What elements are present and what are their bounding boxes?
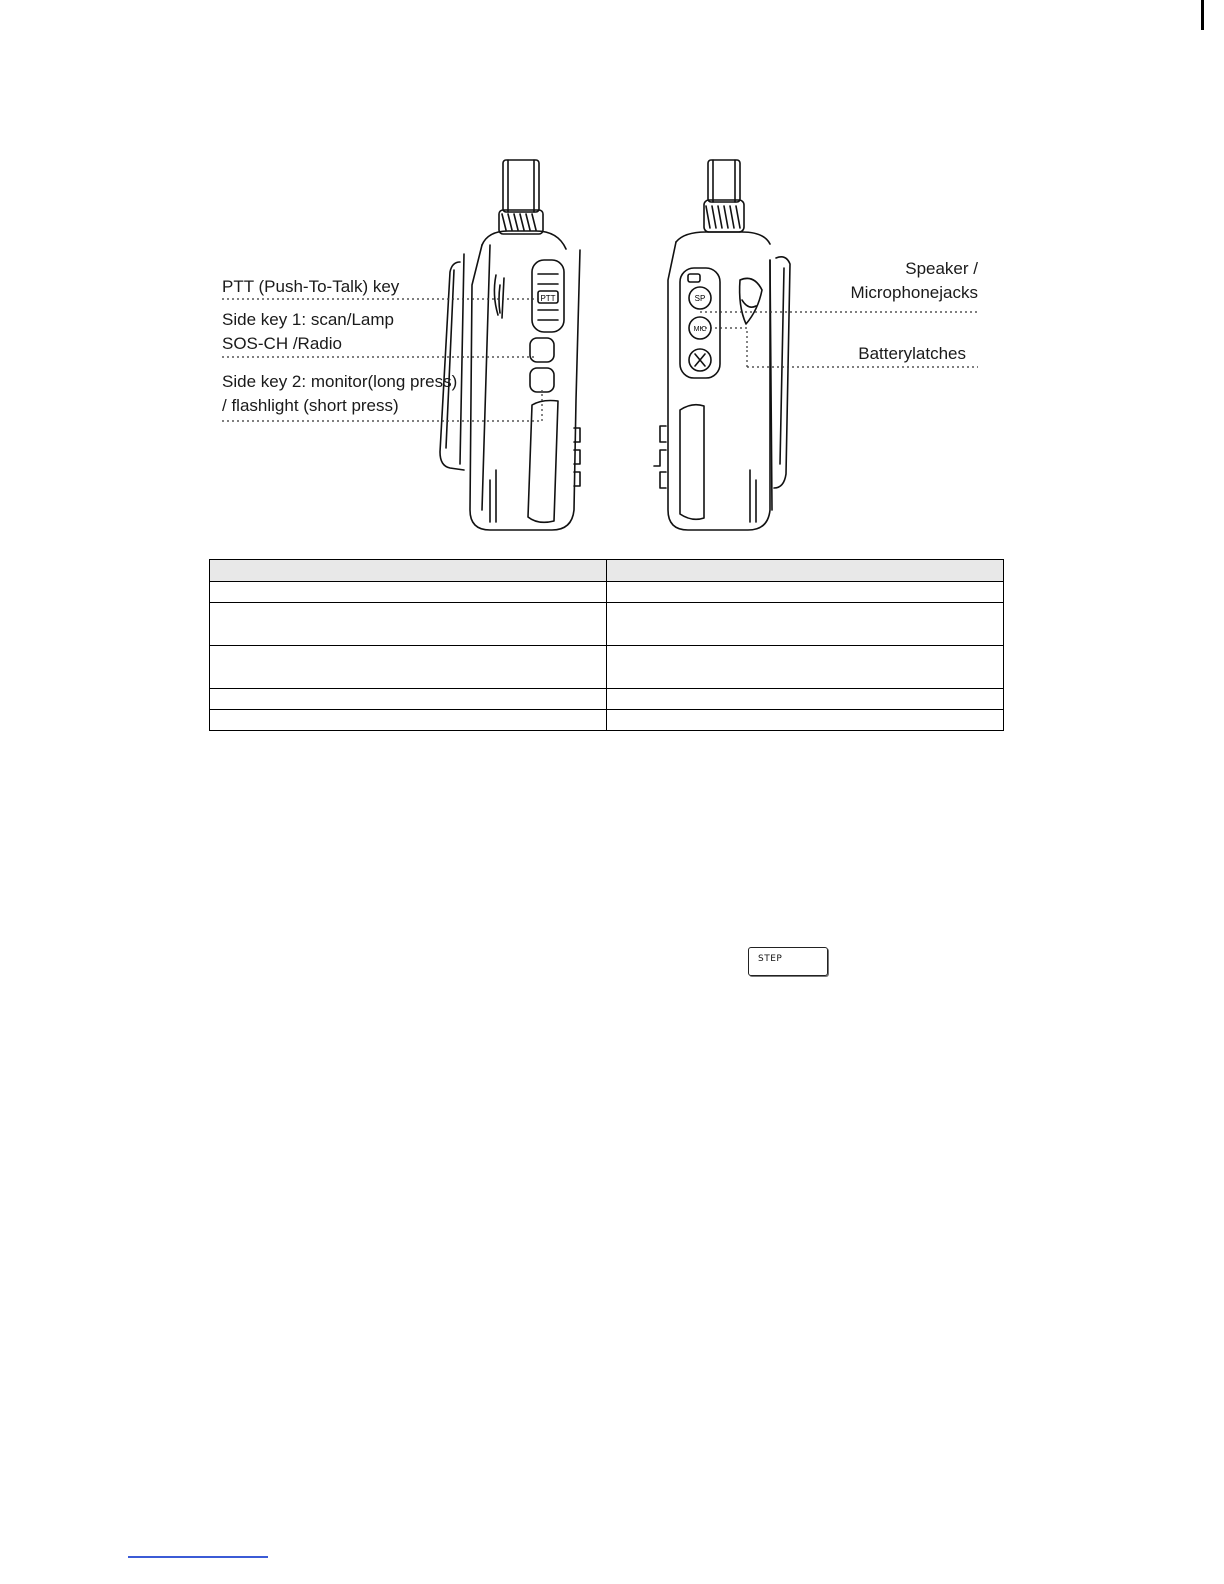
table-row (210, 710, 1004, 731)
table-header-cell (210, 560, 607, 582)
table-cell (607, 582, 1004, 603)
table-cell (607, 710, 1004, 731)
ptt-mark: PTT (540, 294, 556, 303)
mic-leader-line (700, 328, 747, 350)
footer-link-underline[interactable] (128, 1556, 268, 1558)
side-key-2-label-line2: / flashlight (short press) (222, 396, 399, 415)
table-cell (210, 582, 607, 603)
left-radio-drawing (440, 160, 580, 530)
table-row (210, 689, 1004, 710)
side-key-1-label-line2: SOS-CH /Radio (222, 334, 342, 353)
ptt-key-label: PTT (Push-To-Talk) key (222, 277, 400, 296)
mic-mark: MIC (693, 326, 707, 333)
side-key-1-label-line1: Side key 1: scan/Lamp (222, 310, 394, 329)
table-cell (607, 646, 1004, 689)
table-row (210, 582, 1004, 603)
table-row (210, 603, 1004, 646)
side-key-2-label-line1: Side key 2: monitor(long press) (222, 372, 458, 391)
table-cell (607, 603, 1004, 646)
page-edge-rule (1201, 0, 1204, 30)
step-key-icon (748, 947, 828, 976)
speaker-label-line1: Speaker / (905, 259, 978, 278)
table-cell (210, 603, 607, 646)
table-cell (210, 646, 607, 689)
table-header-cell (607, 560, 1004, 582)
table-header-row (210, 560, 1004, 582)
speaker-label-line2: Microphonejacks (850, 283, 978, 302)
sp-mark: SP (694, 294, 706, 303)
table-cell (607, 689, 1004, 710)
step-key-label: STEP (758, 954, 783, 964)
radio-side-view-figure (220, 150, 1000, 545)
table-cell (210, 689, 607, 710)
table-cell (210, 710, 607, 731)
battery-latches-label: Batterylatches (858, 344, 966, 363)
table-row (210, 646, 1004, 689)
right-radio-drawing (654, 160, 790, 530)
spec-table (209, 559, 1004, 731)
